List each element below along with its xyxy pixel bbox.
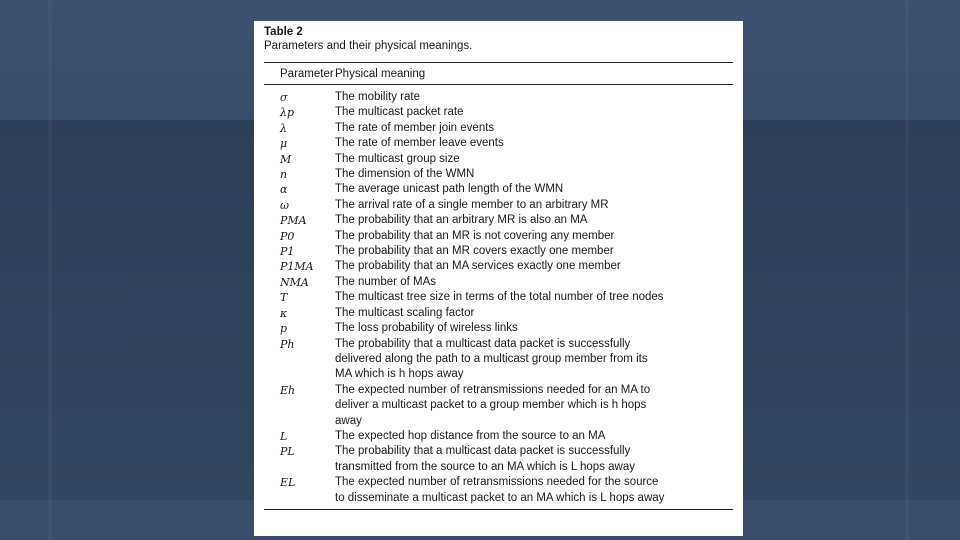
parameter-symbol: p	[280, 322, 288, 336]
parameter-symbol: Eh	[280, 383, 296, 397]
physical-meaning: MA which is h hops away	[335, 368, 464, 381]
table-row	[264, 182, 733, 197]
parameter-symbol	[264, 398, 335, 413]
physical-meaning: The mobility rate	[335, 91, 421, 103]
physical-meaning: The dimension of the WMN	[335, 168, 475, 181]
parameter-symbol: P1MA	[280, 260, 314, 274]
table-row	[264, 90, 733, 105]
table-document	[254, 21, 743, 536]
parameter-symbol: P1	[280, 245, 295, 259]
table-row	[264, 337, 733, 352]
table-row	[264, 121, 733, 136]
background-stripe	[48, 0, 52, 540]
table-row	[264, 398, 733, 413]
physical-meaning: The expected hop distance from the source to an MA	[335, 429, 606, 442]
parameter-symbol: n	[280, 168, 288, 182]
physical-meaning: away	[335, 414, 362, 427]
physical-meaning: The expected number of retransmissions needed for an MA to	[335, 383, 651, 396]
physical-meaning: The multicast tree size in terms of the total number of tree nodes	[335, 291, 664, 304]
table-row	[264, 444, 733, 459]
table-row	[264, 136, 733, 151]
table-row	[264, 429, 733, 444]
table-row	[264, 167, 733, 182]
table-row	[264, 383, 733, 398]
physical-meaning: The loss probability of wireless links	[335, 322, 518, 335]
parameter-symbol: T	[280, 291, 288, 305]
parameter-symbol: PL	[280, 445, 295, 459]
table-row	[264, 198, 733, 213]
parameter-symbol: μ	[280, 137, 288, 151]
physical-meaning: to disseminate a multicast packet to an MA which is L hops away	[335, 491, 665, 504]
table-row	[264, 352, 733, 367]
parameter-symbol: NMA	[280, 275, 309, 289]
table-row	[264, 105, 733, 120]
bottom-rule	[264, 509, 733, 510]
header-physical-meaning: Physical meaning	[335, 67, 426, 80]
physical-meaning: transmitted from the source to an MA which is L hops away	[335, 460, 635, 473]
physical-meaning: The average unicast path length of the WMN	[335, 183, 564, 196]
physical-meaning: deliver a multicast packet to a group member which is h hops	[335, 399, 647, 412]
background-stripe	[905, 0, 909, 540]
parameter-symbol: λp	[280, 106, 295, 120]
physical-meaning: The probability that an MR covers exactly one member	[335, 245, 614, 258]
table-row	[264, 367, 733, 382]
table-row	[264, 460, 733, 475]
physical-meaning: The multicast group size	[335, 152, 460, 165]
physical-meaning: The expected number of retransmissions needed for the source	[335, 476, 659, 489]
table-row	[264, 244, 733, 259]
parameter-symbol	[264, 414, 335, 429]
parameter-symbol: M	[280, 152, 292, 166]
table-row	[264, 414, 733, 429]
table-row	[264, 152, 733, 167]
physical-meaning: The probability that an arbitrary MR is also an MA	[335, 214, 588, 227]
header-parameter: Parameter	[280, 67, 334, 80]
physical-meaning: The probability that a multicast data packet is successfully	[335, 445, 631, 458]
physical-meaning: The probability that an MA services exactly one member	[335, 260, 621, 273]
parameter-symbol: EL	[280, 476, 296, 490]
table-row	[264, 491, 733, 506]
parameter-symbol: Ph	[280, 337, 295, 351]
physical-meaning: The multicast packet rate	[335, 106, 464, 119]
physical-meaning: The rate of member leave events	[335, 137, 504, 150]
parameter-symbol	[264, 460, 335, 475]
physical-meaning: delivered along the path to a multicast group member from its	[335, 352, 648, 365]
table-number: Table 2	[264, 26, 303, 38]
parameter-symbol: PMA	[280, 214, 307, 228]
physical-meaning: The probability that an MR is not covering any member	[335, 229, 615, 242]
table-row	[264, 259, 733, 274]
physical-meaning: The multicast scaling factor	[335, 306, 475, 319]
parameter-symbol: α	[280, 183, 288, 197]
physical-meaning: The probability that a multicast data packet is successfully	[335, 337, 631, 350]
table-row	[264, 275, 733, 290]
table-row	[264, 475, 733, 490]
table-row	[264, 290, 733, 305]
parameter-symbol: σ	[280, 91, 288, 104]
table-row	[264, 229, 733, 244]
parameter-symbol: P0	[280, 229, 295, 243]
table-body	[264, 85, 733, 506]
table-row	[264, 321, 733, 336]
physical-meaning: The rate of member join events	[335, 121, 495, 134]
table-row	[264, 306, 733, 321]
parameter-symbol	[264, 367, 335, 382]
physical-meaning: The number of MAs	[335, 275, 436, 288]
parameter-symbol: L	[280, 429, 288, 443]
parameter-symbol	[264, 352, 335, 367]
parameter-symbol	[264, 491, 335, 506]
parameter-symbol: λ	[280, 121, 287, 135]
parameter-symbol: ω	[280, 198, 289, 212]
parameter-symbol: κ	[280, 306, 288, 320]
table-caption: Parameters and their physical meanings.	[264, 40, 473, 52]
table-header-row	[264, 63, 733, 84]
physical-meaning: The arrival rate of a single member to an arbitrary MR	[335, 198, 609, 211]
table-row	[264, 213, 733, 228]
